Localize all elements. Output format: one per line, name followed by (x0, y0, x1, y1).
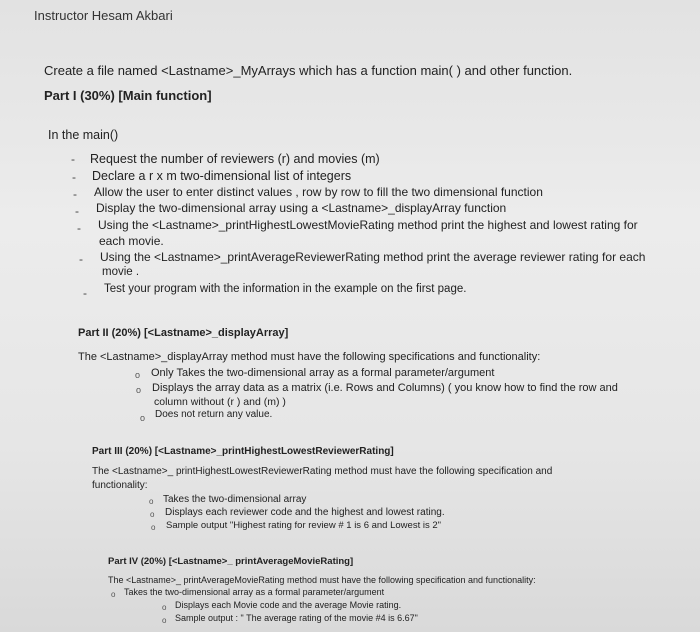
list-item: Using the <Lastname>_printHighestLowestMovieRating method print the highest and lowest rating for (98, 218, 638, 232)
dash-bullet: - (71, 152, 75, 166)
dash-bullet: - (72, 170, 76, 184)
list-item-continuation: each movie. (99, 234, 164, 248)
list-item: Does not return any value. (155, 409, 273, 420)
list-item: Display the two-dimensional array using a <Lastname>_displayArray function (96, 201, 507, 215)
list-item-continuation: column without (r ) and (m) ) (154, 396, 286, 408)
instructor-line: Instructor Hesam Akbari (34, 8, 173, 23)
circle-bullet: o (136, 385, 142, 395)
part2-description: The <Lastname>_displayArray method must have the following specifications and functionality: (78, 351, 541, 363)
list-item: Sample output : " The average rating of the movie #4 is 6.67" (175, 613, 418, 623)
list-item: Using the <Lastname>_printAverageReviewerRating method print the average reviewer rating for each (100, 250, 646, 264)
circle-bullet: o (150, 510, 155, 519)
list-item: Displays each reviewer code and the highest and lowest rating. (165, 507, 445, 518)
dash-bullet: - (83, 286, 87, 300)
list-item: Test your program with the information in the example on the first page. (104, 283, 467, 295)
part1-heading: Part I (30%) [Main function] (44, 88, 212, 103)
part3-heading: Part III (20%) [<Lastname>_printHighestLowestReviewerRating] (92, 446, 394, 457)
dash-bullet: - (75, 204, 79, 218)
list-item: Takes the two-dimensional array (163, 494, 307, 505)
intro-text: Create a file named <Lastname>_MyArrays which has a function main( ) and other function. (44, 63, 573, 78)
list-item: Declare a r x m two-dimensional list of integers (92, 169, 352, 183)
list-item: Request the number of reviewers (r) and movies (m) (90, 152, 380, 166)
circle-bullet: o (135, 370, 141, 380)
circle-bullet: o (151, 523, 156, 532)
part4-description: The <Lastname>_ printAverageMovieRating method must have the following specification and functionality: (108, 575, 536, 585)
circle-bullet: o (162, 603, 167, 612)
part4-heading: Part IV (20%) [<Lastname>_ printAverageMovieRating] (108, 556, 354, 567)
list-item-continuation: movie . (102, 266, 140, 278)
circle-bullet: o (111, 590, 116, 599)
list-item: Sample output "Highest rating for review # 1 is 6 and Lowest is 2" (166, 520, 441, 531)
list-item: Only Takes the two-dimensional array as a formal parameter/argument (151, 367, 495, 379)
circle-bullet: o (140, 413, 146, 423)
circle-bullet: o (162, 616, 167, 625)
list-item: Takes the two-dimensional array as a formal parameter/argument (124, 587, 385, 597)
dash-bullet: - (77, 221, 81, 235)
list-item: Displays each Movie code and the average Movie rating. (175, 600, 402, 610)
part1-subheading: In the main() (48, 128, 119, 142)
circle-bullet: o (149, 497, 154, 506)
list-item: Allow the user to enter distinct values , row by row to fill the two dimensional function (94, 185, 543, 199)
part3-description: The <Lastname>_ printHighestLowestReviewerRating method must have the following specification and (92, 466, 553, 477)
dash-bullet: - (79, 252, 83, 266)
dash-bullet: - (73, 187, 77, 201)
list-item: Displays the array data as a matrix (i.e. Rows and Columns) ( you know how to find the row and (152, 382, 618, 394)
part3-description-continuation: functionality: (92, 480, 148, 491)
part2-heading: Part II (20%) [<Lastname>_displayArray] (78, 327, 289, 339)
